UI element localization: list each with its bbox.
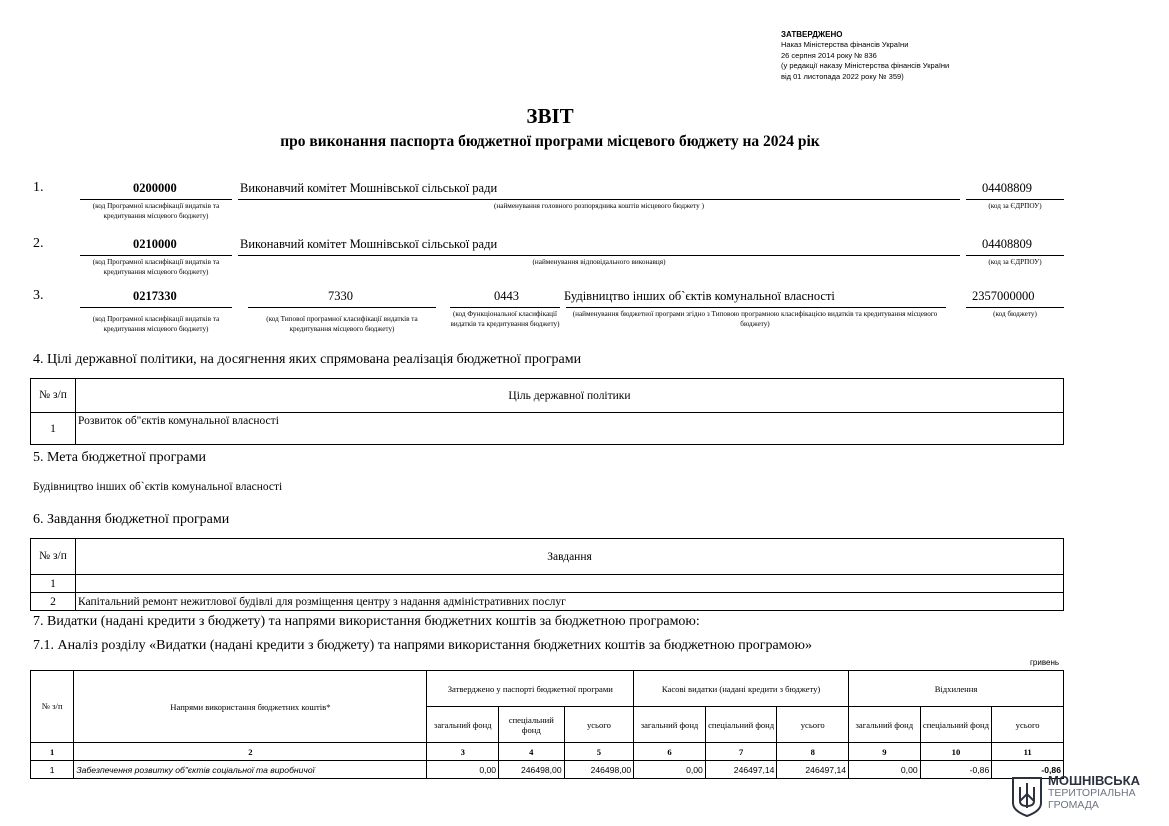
- row-3-budget-caption: (код бюджету): [993, 310, 1037, 318]
- section-7-1-title: 7.1. Аналіз розділу «Видатки (надані кредити з бюджету) та напрями використання бюджетних коштів за бюджетною програмою»: [33, 638, 813, 653]
- section-6-title: 6. Завдання бюджетної програми: [33, 512, 230, 527]
- col-number: 1: [31, 743, 74, 761]
- approval-line: 26 серпня 2014 року № 836: [781, 50, 877, 60]
- row-2-executor-name: Виконавчий комітет Мошнівської сільської ради: [240, 237, 498, 251]
- task-num: 2: [31, 593, 76, 611]
- row-3-name-line: [566, 307, 946, 308]
- goal-text: Розвиток об"єктів комунальної власності: [76, 413, 1064, 445]
- row-3-function-caption: (код Функціональної класифікації видатків та кредитування бюджету): [450, 310, 560, 329]
- tasks-col-task: Завдання: [76, 539, 1064, 575]
- approval-block: [781, 30, 949, 82]
- trident-icon: [1010, 775, 1044, 817]
- row-3-typical-code: 7330: [328, 289, 353, 303]
- task-num: 1: [31, 575, 76, 593]
- row-3-budget-line: [966, 307, 1064, 308]
- cash-special: 246497,14: [705, 761, 777, 779]
- row-2-edrpou-line: [966, 255, 1064, 256]
- row-2-number: 2.: [33, 236, 44, 251]
- community-watermark: [1010, 773, 1160, 819]
- expenses-col-num: № з/п: [31, 671, 74, 743]
- watermark-line-2: ТЕРИТОРІАЛЬНА: [1048, 787, 1136, 799]
- col-number: 4: [499, 743, 565, 761]
- row-1-code-line: [80, 199, 232, 200]
- col-number: 10: [920, 743, 992, 761]
- goals-col-goal: Ціль державної політики: [76, 379, 1064, 413]
- row-3-budget-code: 2357000000: [972, 289, 1035, 303]
- report-subtitle: про виконання паспорта бюджетної програми місцевого бюджету на 2024 рік: [280, 133, 820, 150]
- row-3-typical-caption: (код Типової програмної класифікації видатків та кредитування місцевого бюджету): [266, 315, 418, 334]
- sub-special: спеціальний фонд: [499, 707, 565, 743]
- approval-line: (у редакції наказу Міністерства фінансів України: [781, 61, 950, 71]
- cash-total: 246497,14: [777, 761, 849, 779]
- row-2-name-caption: (найменування відповідального виконавця): [532, 258, 666, 266]
- approved-general: 0,00: [427, 761, 499, 779]
- table-row: [31, 575, 1064, 593]
- sub-special: спеціальний фонд: [705, 707, 777, 743]
- sub-total: усього: [564, 707, 634, 743]
- row-1-name-caption: (найменування головного розпорядника коштів місцевого бюджету ): [494, 202, 704, 210]
- group-cash: Касові видатки (надані кредити з бюджету): [634, 671, 849, 707]
- row-3-number: 3.: [33, 288, 44, 303]
- sub-special: спеціальний фонд: [920, 707, 992, 743]
- row-3-function-line: [450, 307, 560, 308]
- goals-col-num: № з/п: [31, 379, 76, 413]
- section-7-title: 7. Видатки (надані кредити з бюджету) та напрями використання бюджетних коштів за бюджетною програмою:: [33, 614, 700, 629]
- row-2-edrpou-caption: (код за ЄДРПОУ): [988, 258, 1042, 266]
- col-number: 7: [705, 743, 777, 761]
- group-approved: Затверджено у паспорті бюджетної програми: [427, 671, 634, 707]
- approval-line: Наказ Міністерства фінансів України: [781, 40, 909, 50]
- expense-direction: Забезпечення розвитку об"єктів соціальної та виробничої: [74, 761, 427, 779]
- row-1-number: 1.: [33, 180, 44, 195]
- row-3-program-name: Будівництво інших об`єктів комунальної власності: [564, 289, 835, 303]
- expenses-col-direction: Напрями використання бюджетних коштів*: [74, 671, 427, 743]
- sub-total: усього: [992, 707, 1064, 743]
- tasks-table: [30, 538, 1064, 611]
- deviation-general: 0,00: [849, 761, 921, 779]
- program-purpose: Будівництво інших об`єктів комунальної власності: [33, 481, 283, 493]
- row-2-program-code: 0210000: [133, 237, 177, 251]
- table-row: [31, 413, 1064, 445]
- row-2-edrpou: 04408809: [982, 237, 1032, 251]
- task-text: [76, 575, 1064, 593]
- approved-special: 246498,00: [499, 761, 565, 779]
- watermark-line-1: МОШНІВСЬКА: [1048, 773, 1140, 788]
- row-1-organization-name: Виконавчий комітет Мошнівської сільської ради: [240, 181, 498, 195]
- col-number: 11: [992, 743, 1064, 761]
- task-text: Капітальний ремонт нежитлової будівлі для розміщення центру з надання адміністративних послуг: [76, 593, 1064, 611]
- report-title: ЗВІТ: [526, 104, 574, 128]
- row-1-edrpou-caption: (код за ЄДРПОУ): [988, 202, 1042, 210]
- deviation-special: -0,86: [920, 761, 992, 779]
- sub-general: загальний фонд: [634, 707, 706, 743]
- deviation-total: -0,86: [992, 761, 1064, 779]
- row-3-function-code: 0443: [494, 289, 519, 303]
- approved-total: 246498,00: [564, 761, 634, 779]
- row-3-code-line: [80, 307, 232, 308]
- row-1-name-line: [238, 199, 960, 200]
- group-deviation: Відхилення: [849, 671, 1064, 707]
- row-2-code-line: [80, 255, 232, 256]
- unit-label: гривень: [1030, 658, 1060, 667]
- row-3-program-code: 0217330: [133, 289, 177, 303]
- col-number: 5: [564, 743, 634, 761]
- tasks-col-num: № з/п: [31, 539, 76, 575]
- col-number: 3: [427, 743, 499, 761]
- sub-total: усього: [777, 707, 849, 743]
- sub-general: загальний фонд: [849, 707, 921, 743]
- col-number: 9: [849, 743, 921, 761]
- col-number: 6: [634, 743, 706, 761]
- sub-general: загальний фонд: [427, 707, 499, 743]
- approval-heading: ЗАТВЕРДЖЕНО: [781, 30, 843, 39]
- col-number: 8: [777, 743, 849, 761]
- watermark-line-3: ГРОМАДА: [1048, 799, 1099, 811]
- row-1-edrpou-line: [966, 199, 1064, 200]
- row-2-name-line: [238, 255, 960, 256]
- row-3-code-caption: (код Програмної класифікації видатків та кредитування місцевого бюджету): [92, 315, 220, 334]
- expenses-table: [30, 670, 1064, 779]
- section-5-title: 5. Мета бюджетної програми: [33, 450, 206, 465]
- row-3-typical-line: [248, 307, 436, 308]
- table-row: [31, 761, 1064, 779]
- table-row: [31, 593, 1064, 611]
- row-3-name-caption: (найменування бюджетної програми згідно з Типовою програмною класифікацією видатків та кредитування місцевого бюджету): [572, 310, 938, 329]
- goal-num: 1: [31, 413, 76, 445]
- col-number: 2: [74, 743, 427, 761]
- row-1-program-code: 0200000: [133, 181, 177, 195]
- row-1-code-caption: (код Програмної класифікації видатків та кредитування місцевого бюджету): [92, 202, 220, 221]
- row-2-code-caption: (код Програмної класифікації видатків та кредитування місцевого бюджету): [92, 258, 220, 277]
- approval-line: від 01 листопада 2022 року № 359): [781, 71, 904, 81]
- goals-table: [30, 378, 1064, 445]
- section-4-title: 4. Цілі державної політики, на досягнення яких спрямована реалізація бюджетної програми: [33, 352, 582, 367]
- cash-general: 0,00: [634, 761, 706, 779]
- expense-num: 1: [31, 761, 74, 779]
- row-1-edrpou: 04408809: [982, 181, 1032, 195]
